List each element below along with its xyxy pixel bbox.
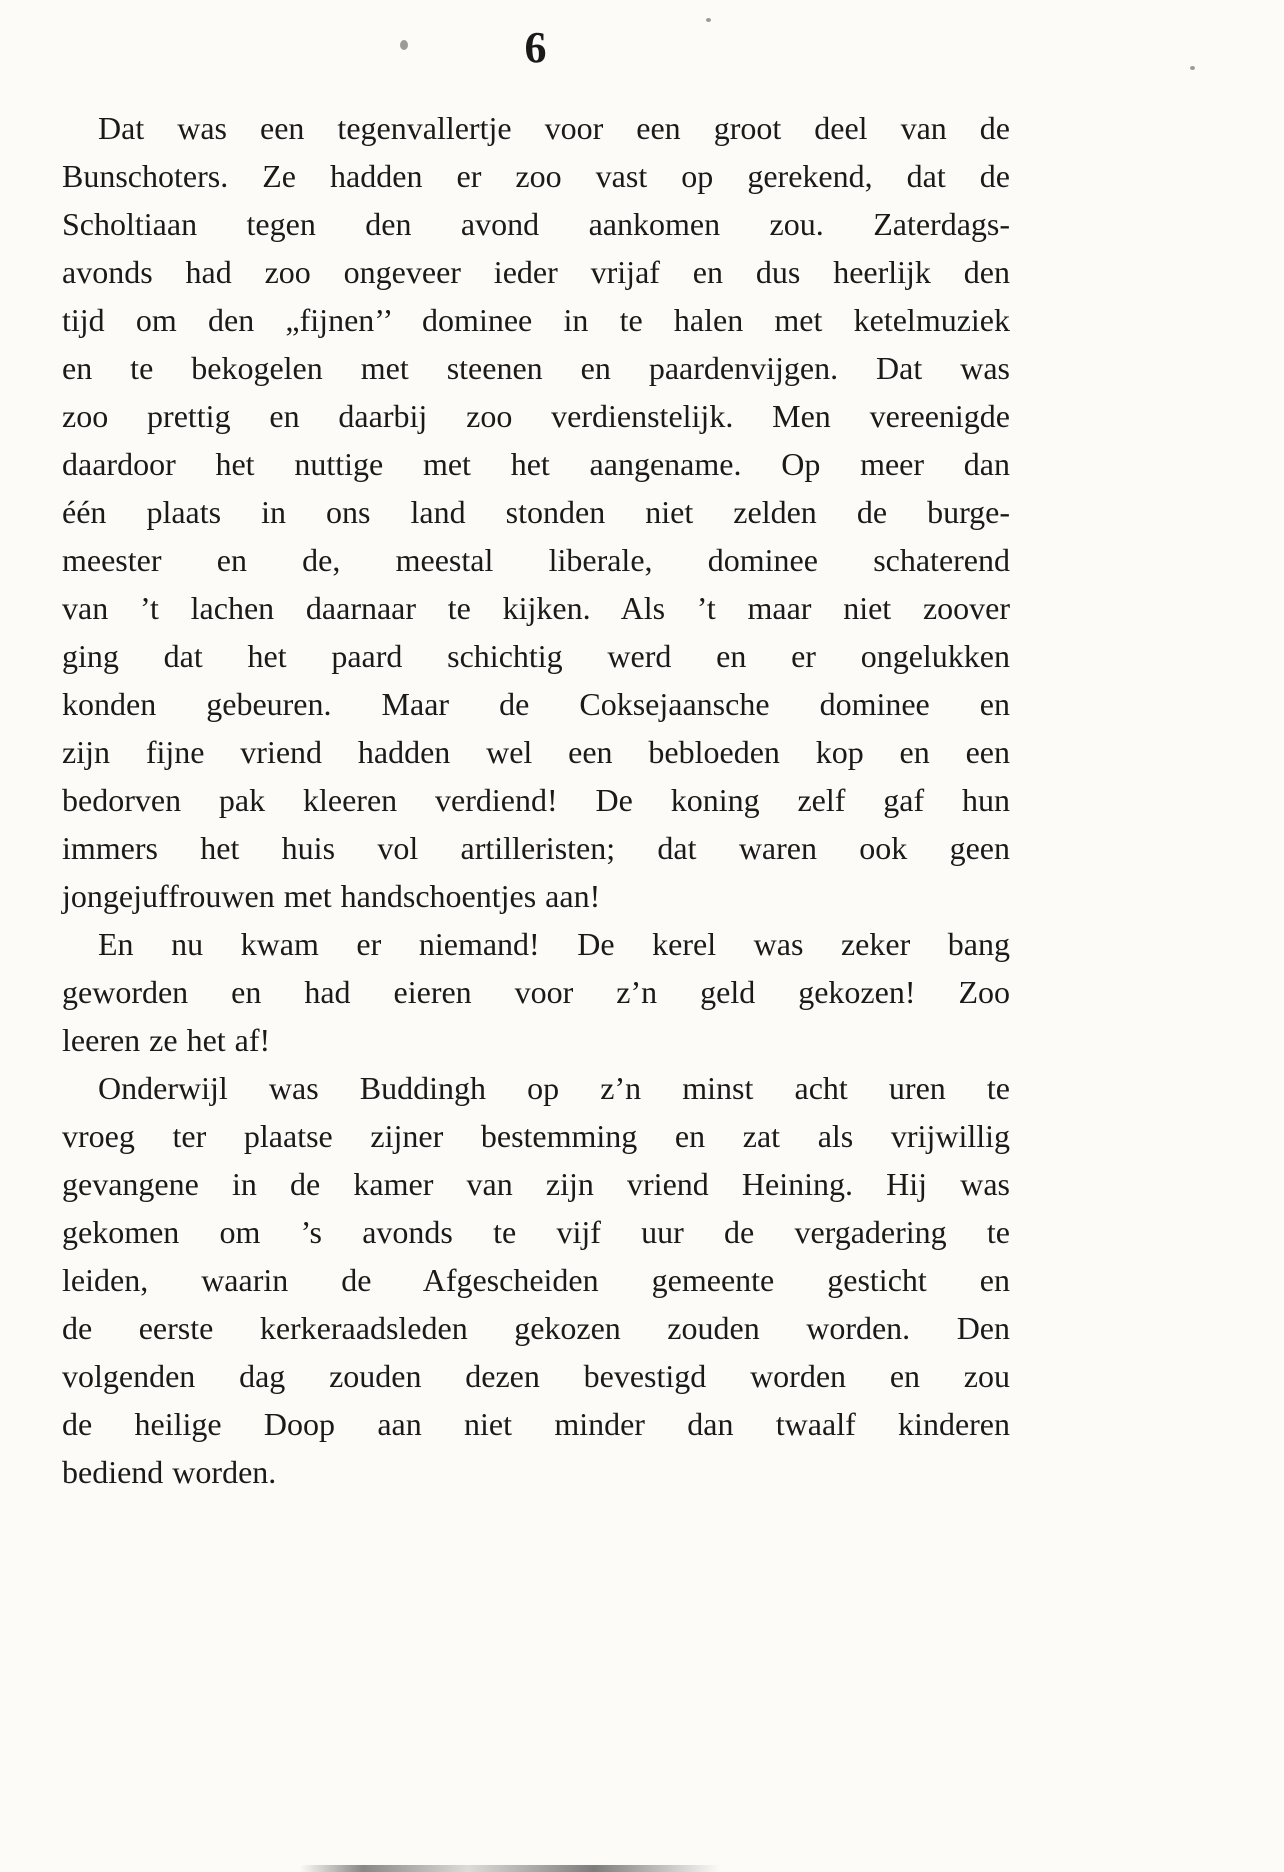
scan-artifact [300,1865,720,1872]
text-line: avonds had zoo ongeveer ieder vrijaf en dus heerlijk den [62,254,1010,290]
text-line: geworden en had eieren voor z’n geld gekozen! Zoo [62,974,1010,1010]
text-line: leeren ze het af! [62,1022,271,1058]
text-line: immers het huis vol artilleristen; dat waren ook geen [62,830,1010,866]
text-line: ging dat het paard schichtig werd en er ongelukken [62,638,1010,674]
text-line: jongejuffrouwen met handschoentjes aan! [62,878,601,914]
paragraph-1 [62,104,1010,920]
text-line: en te bekogelen met steenen en paardenvijgen. Dat was [62,350,1010,386]
text-line: volgenden dag zouden dezen bevestigd worden en zou [62,1358,1010,1394]
text-line: de eerste kerkeraadsleden gekozen zouden worden. Den [62,1310,1010,1346]
text-line: konden gebeuren. Maar de Coksejaansche dominee en [62,686,1010,722]
text-line: Bunschoters. Ze hadden er zoo vast op gerekend, dat de [62,158,1010,194]
text-line: Dat was een tegenvallertje voor een groot deel van de [98,110,1010,146]
text-line: bediend worden. [62,1454,277,1490]
paragraph-2 [62,920,1010,1064]
text-line: Scholtiaan tegen den avond aankomen zou. Zaterdags- [62,206,1010,242]
text-line: gekomen om ’s avonds te vijf uur de vergadering te [62,1214,1010,1250]
text-line: En nu kwam er niemand! De kerel was zeker bang [98,926,1010,962]
paragraph-3 [62,1064,1010,1496]
text-line: één plaats in ons land stonden niet zelden de burge- [62,494,1010,530]
text-line: vroeg ter plaatse zijner bestemming en zat als vrijwillig [62,1118,1010,1154]
text-line: meester en de, meestal liberale, dominee schaterend [62,542,1010,578]
text-line: bedorven pak kleeren verdiend! De koning zelf gaf hun [62,782,1010,818]
text-line: daardoor het nuttige met het aangename. Op meer dan [62,446,1010,482]
text-line: tijd om den „fijnen’’ dominee in te halen met ketelmuziek [62,302,1010,338]
text-line: de heilige Doop aan niet minder dan twaalf kinderen [62,1406,1010,1442]
text-line: zijn fijne vriend hadden wel een bebloeden kop en een [62,734,1010,770]
text-line: gevangene in de kamer van zijn vriend Heining. Hij was [62,1166,1010,1202]
text-block [62,104,1010,1496]
scan-speck [1190,66,1195,70]
text-line: leiden, waarin de Afgescheiden gemeente gesticht en [62,1262,1010,1298]
text-line: zoo prettig en daarbij zoo verdienstelijk. Men vereenigde [62,398,1010,434]
text-line: Onderwijl was Buddingh op z’n minst acht uren te [98,1070,1010,1106]
page-number: 6 [524,23,548,72]
text-line: van ’t lachen daarnaar te kijken. Als ’t maar niet zoover [62,590,1010,626]
